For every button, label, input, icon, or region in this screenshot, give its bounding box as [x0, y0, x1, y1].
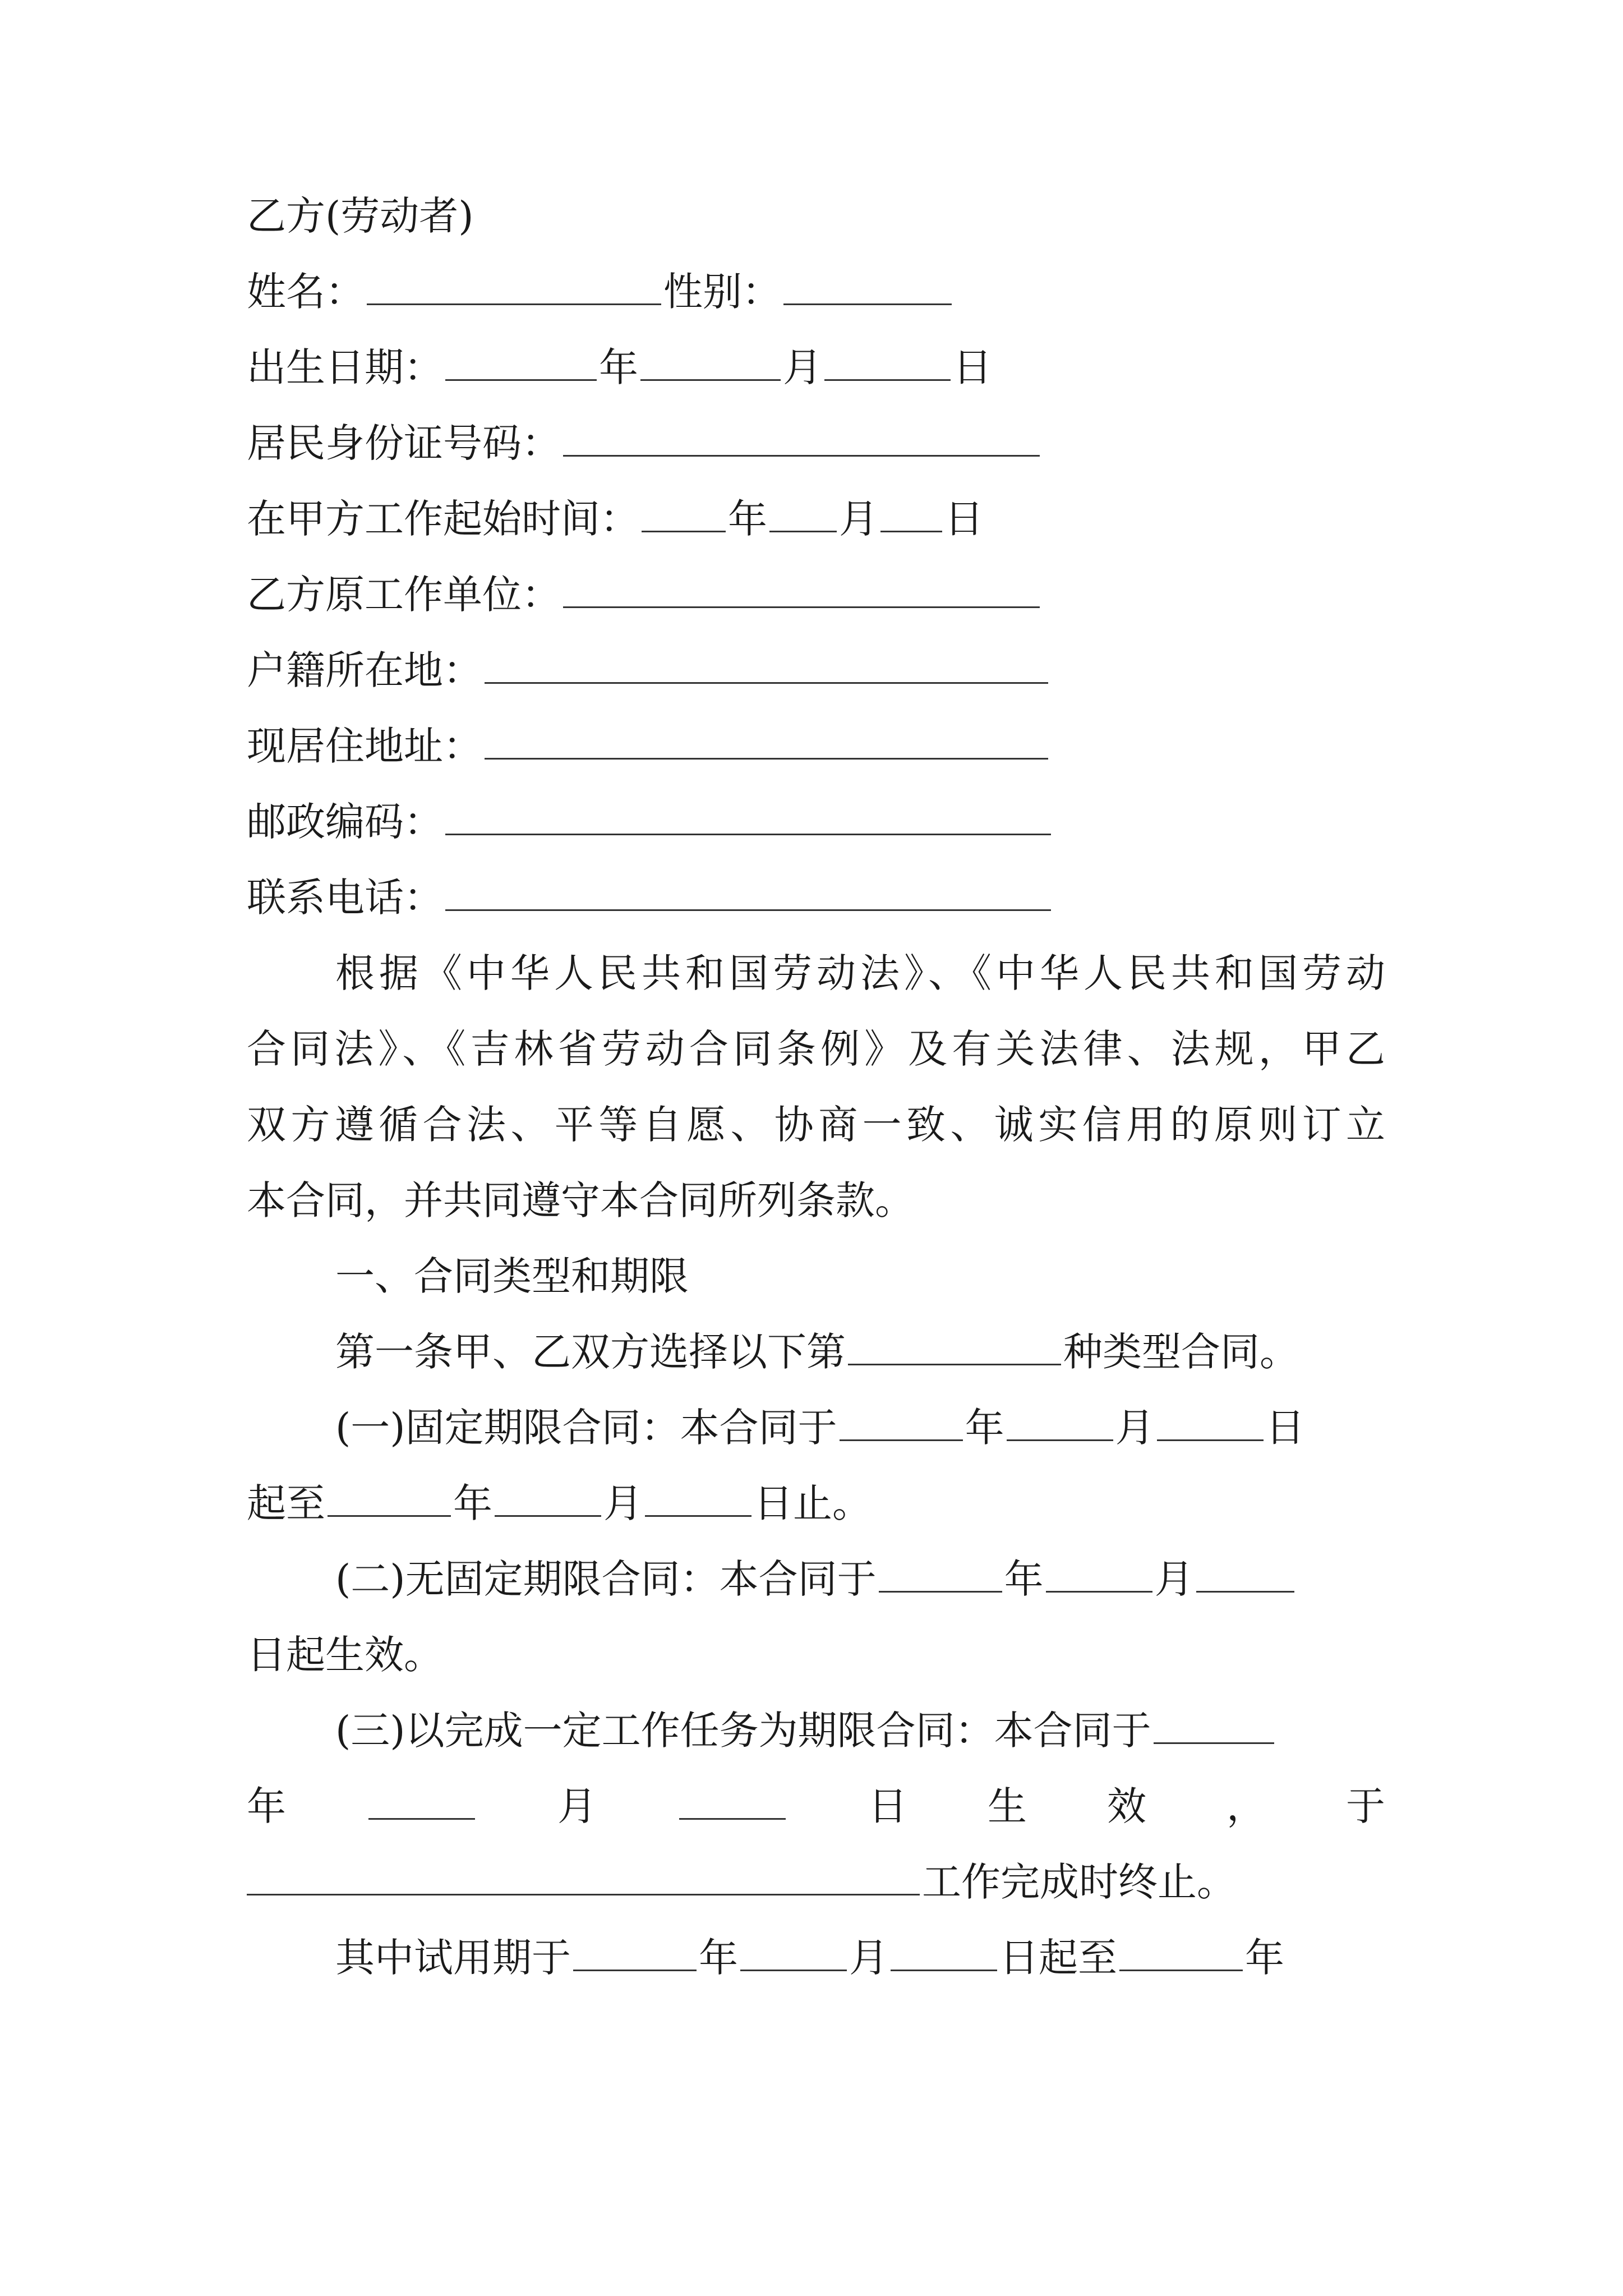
start-date-row: [247, 491, 1385, 547]
task-day-blank[interactable]: [679, 1818, 786, 1820]
task-completion-row: [247, 1854, 1385, 1910]
task-description-blank[interactable]: [247, 1894, 920, 1895]
task-month-blank[interactable]: [368, 1818, 475, 1820]
year-label: 年: [1245, 1935, 1284, 1981]
fixed-end-day-blank[interactable]: [645, 1515, 751, 1517]
postcode-row: [247, 794, 1385, 850]
start-label: 在甲方工作起始时间：: [247, 496, 639, 542]
start-month-blank[interactable]: [769, 531, 837, 532]
task-term-date-row: [247, 1778, 1385, 1834]
previous-unit-row: [247, 567, 1385, 623]
id-number-blank[interactable]: [563, 455, 1040, 457]
sheng-text: 生: [988, 1783, 1027, 1829]
day-label: 日: [944, 496, 984, 542]
task-text: (三)以完成一定工作任务为期限合同：本合同于: [335, 1708, 1151, 1754]
article1-text-a: 第一条甲、乙双方选择以下第: [335, 1329, 846, 1375]
postcode-blank[interactable]: [445, 834, 1051, 835]
name-gender-row: [247, 264, 1385, 320]
section-title: 一、合同类型和期限: [335, 1253, 689, 1299]
month-label: 月: [1115, 1405, 1155, 1451]
day-label: 日: [953, 344, 992, 390]
probation-text: 其中试用期于: [335, 1935, 571, 1981]
phone-blank[interactable]: [445, 909, 1051, 911]
day-label: 日: [1265, 1405, 1305, 1451]
year-label: 年: [1004, 1556, 1044, 1602]
year-label: 年: [965, 1405, 1004, 1451]
address-blank[interactable]: [485, 758, 1048, 760]
probation-start-year-blank[interactable]: [573, 1970, 697, 1971]
address-row: [247, 718, 1385, 774]
id-number-row: [247, 415, 1385, 471]
gender-blank[interactable]: [783, 303, 952, 305]
birth-month-blank[interactable]: [640, 379, 781, 381]
task-end-text: 工作完成时终止。: [922, 1859, 1236, 1905]
rizhi-text: 日止。: [754, 1480, 872, 1526]
preamble-line-2: 合同法》、《吉林省劳动合同条例》及有关法律、法规，甲乙: [247, 1026, 1385, 1072]
open-term-effective-row: 日起生效。: [247, 1632, 443, 1678]
comma-text: ，: [1227, 1783, 1266, 1829]
open-day-blank[interactable]: [1196, 1591, 1294, 1593]
hukou-blank[interactable]: [485, 682, 1048, 684]
year-label: 年: [728, 496, 767, 542]
birth-day-blank[interactable]: [824, 379, 951, 381]
fixed-start-year-blank[interactable]: [840, 1439, 963, 1441]
start-year-blank[interactable]: [642, 531, 726, 532]
open-month-blank[interactable]: [1046, 1591, 1152, 1593]
party-b-heading: 乙方(劳动者): [247, 193, 474, 239]
article1-text-b: 种类型合同。: [1063, 1329, 1299, 1375]
task-year-blank[interactable]: [1154, 1742, 1274, 1744]
fixed-text: (一)固定期限合同：本合同于: [335, 1405, 837, 1451]
hukou-row: [247, 642, 1385, 698]
id-label: 居民身份证号码：: [247, 420, 561, 466]
open-term-row: [335, 1551, 1385, 1607]
month-label: 月: [849, 1935, 888, 1981]
open-year-blank[interactable]: [879, 1591, 1002, 1593]
preamble-line-4: 本合同，并共同遵守本合同所列条款。: [247, 1177, 914, 1223]
preamble-line-3: 双方遵循合法、平等自愿、协商一致、诚实信用的原则订立: [247, 1102, 1385, 1148]
rizhi-start-text: 日起至: [999, 1935, 1117, 1981]
article-1-row: [335, 1324, 1385, 1380]
open-text: (二)无固定期限合同：本合同于: [335, 1556, 877, 1602]
phone-label: 联系电话：: [247, 875, 443, 921]
year-label: 年: [599, 344, 638, 390]
birth-date-row: [247, 339, 1385, 395]
start-day-blank[interactable]: [880, 531, 942, 532]
postcode-label: 邮政编码：: [247, 799, 443, 845]
fixed-end-year-blank[interactable]: [328, 1515, 451, 1517]
fixed-term-end-row: [247, 1475, 1385, 1531]
probation-end-year-blank[interactable]: [1119, 1970, 1243, 1971]
hukou-label: 户籍所在地：: [247, 647, 482, 693]
month-label: 月: [557, 1783, 597, 1829]
day-label: 日: [868, 1783, 907, 1829]
xiao-text: 效: [1107, 1783, 1146, 1829]
month-label: 月: [783, 344, 822, 390]
fixed-start-day-blank[interactable]: [1157, 1439, 1264, 1441]
month-label: 月: [603, 1480, 643, 1526]
birth-year-blank[interactable]: [445, 379, 597, 381]
fixed-end-month-blank[interactable]: [495, 1515, 601, 1517]
year-label: 年: [453, 1480, 492, 1526]
prev-unit-blank[interactable]: [563, 606, 1040, 608]
task-term-row: [335, 1703, 1385, 1759]
address-label: 现居住地址：: [247, 723, 482, 769]
preamble-line-1: 根据《中华人民共和国劳动法》、《中华人民共和国劳动: [335, 950, 1385, 996]
phone-row: [247, 869, 1385, 926]
month-label: 月: [839, 496, 878, 542]
probation-start-day-blank[interactable]: [891, 1970, 997, 1971]
name-blank[interactable]: [367, 303, 661, 305]
contract-type-blank[interactable]: [848, 1364, 1061, 1365]
prev-unit-label: 乙方原工作单位：: [247, 572, 561, 618]
year-label: 年: [247, 1783, 286, 1829]
month-label: 月: [1154, 1556, 1194, 1602]
probation-row: [335, 1930, 1385, 1986]
birth-label: 出生日期：: [247, 344, 443, 390]
fixed-start-month-blank[interactable]: [1007, 1439, 1113, 1441]
qizhi-text: 起至: [247, 1480, 325, 1526]
fixed-term-row: [335, 1400, 1385, 1456]
gender-label: 性别：: [663, 269, 781, 315]
name-label: 姓名：: [247, 269, 365, 315]
yu-text: 于: [1346, 1783, 1385, 1829]
probation-start-month-blank[interactable]: [740, 1970, 847, 1971]
year-label: 年: [699, 1935, 738, 1981]
